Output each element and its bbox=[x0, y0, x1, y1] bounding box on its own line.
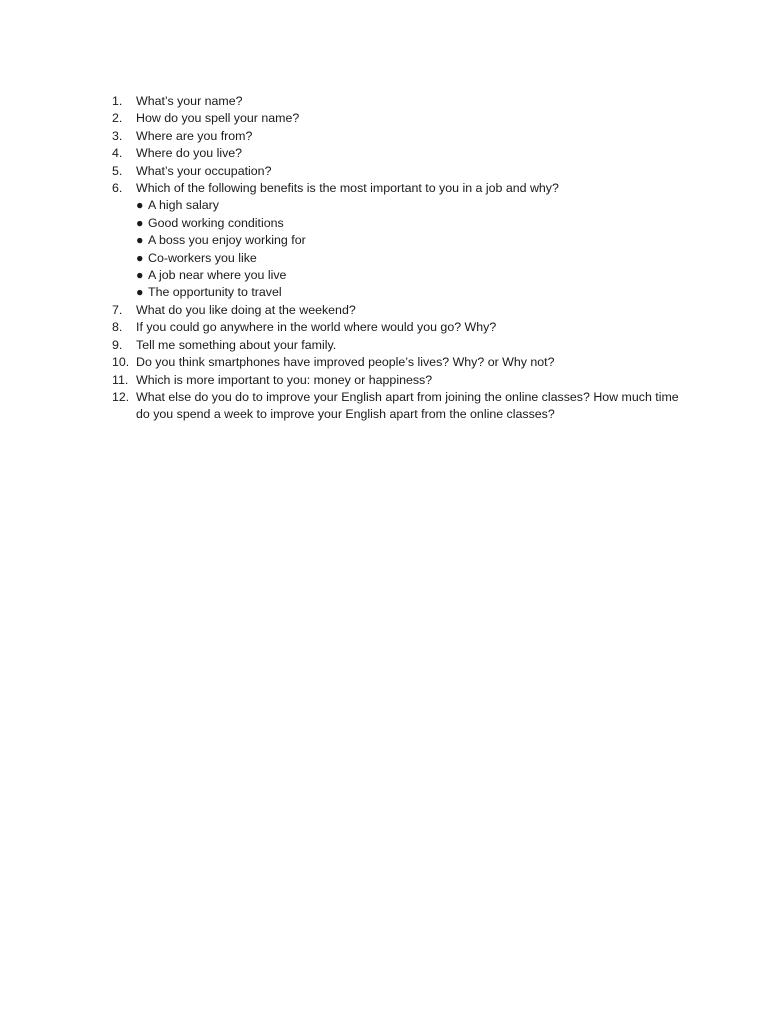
item-text: What do you like doing at the weekend? bbox=[136, 302, 356, 317]
item-text: Where are you from? bbox=[136, 128, 253, 143]
item-text: What’s your occupation? bbox=[136, 163, 272, 178]
option-text: Co-workers you like bbox=[148, 250, 257, 265]
item-text: How do you spell your name? bbox=[136, 111, 300, 126]
list-item bbox=[108, 354, 688, 371]
benefit-option bbox=[136, 284, 688, 301]
item-number: 4. bbox=[112, 146, 123, 161]
item-number: 8. bbox=[112, 320, 123, 335]
item-text: What else do you do to improve your English apart from joining the online classes? How much time do you spend a week to improve your English apart from the online classes? bbox=[136, 389, 679, 422]
list-item bbox=[108, 180, 688, 302]
benefit-option bbox=[136, 232, 688, 249]
benefit-option bbox=[136, 250, 688, 267]
list-item bbox=[108, 128, 688, 145]
benefit-option bbox=[136, 197, 688, 214]
option-text: Good working conditions bbox=[148, 215, 284, 230]
item-number: 7. bbox=[112, 302, 123, 317]
item-text: Where do you live? bbox=[136, 146, 243, 161]
item-text: What’s your name? bbox=[136, 94, 243, 108]
benefit-options bbox=[136, 197, 688, 301]
list-item bbox=[108, 145, 688, 162]
bullet-icon: ● bbox=[136, 268, 144, 283]
item-body bbox=[136, 180, 688, 302]
item-text: If you could go anywhere in the world where would you go? Why? bbox=[136, 320, 497, 335]
bullet-icon: ● bbox=[136, 250, 144, 265]
item-text: Which of the following benefits is the most important to you in a job and why? bbox=[136, 181, 559, 196]
option-text: A high salary bbox=[148, 198, 219, 213]
option-text: A boss you enjoy working for bbox=[148, 233, 306, 248]
question-list bbox=[108, 93, 688, 424]
item-number: 3. bbox=[112, 128, 123, 143]
item-number: 6. bbox=[112, 181, 123, 196]
list-item bbox=[108, 337, 688, 354]
bullet-icon: ● bbox=[136, 285, 144, 300]
list-item bbox=[108, 110, 688, 127]
list-item bbox=[108, 389, 688, 424]
item-text: Do you think smartphones have improved people’s lives? Why? or Why not? bbox=[136, 355, 555, 370]
list-item bbox=[108, 93, 688, 110]
benefit-option bbox=[136, 267, 688, 284]
bullet-icon: ● bbox=[136, 233, 144, 248]
item-number: 5. bbox=[112, 163, 123, 178]
item-number: 11. bbox=[112, 372, 129, 387]
list-item bbox=[108, 372, 688, 389]
bullet-icon: ● bbox=[136, 215, 144, 230]
item-number: 1. bbox=[112, 94, 123, 108]
item-text: Tell me something about your family. bbox=[136, 337, 337, 352]
bullet-icon: ● bbox=[136, 198, 144, 213]
item-number: 12. bbox=[112, 389, 130, 404]
item-number: 9. bbox=[112, 337, 123, 352]
item-number: 2. bbox=[112, 111, 123, 126]
item-text: Which is more important to you: money or happiness? bbox=[136, 372, 433, 387]
option-text: The opportunity to travel bbox=[148, 285, 282, 300]
option-text: A job near where you live bbox=[148, 268, 287, 283]
benefit-option bbox=[136, 215, 688, 232]
list-item bbox=[108, 163, 688, 180]
list-item bbox=[108, 319, 688, 336]
item-number: 10. bbox=[112, 355, 130, 370]
list-item bbox=[108, 302, 688, 319]
